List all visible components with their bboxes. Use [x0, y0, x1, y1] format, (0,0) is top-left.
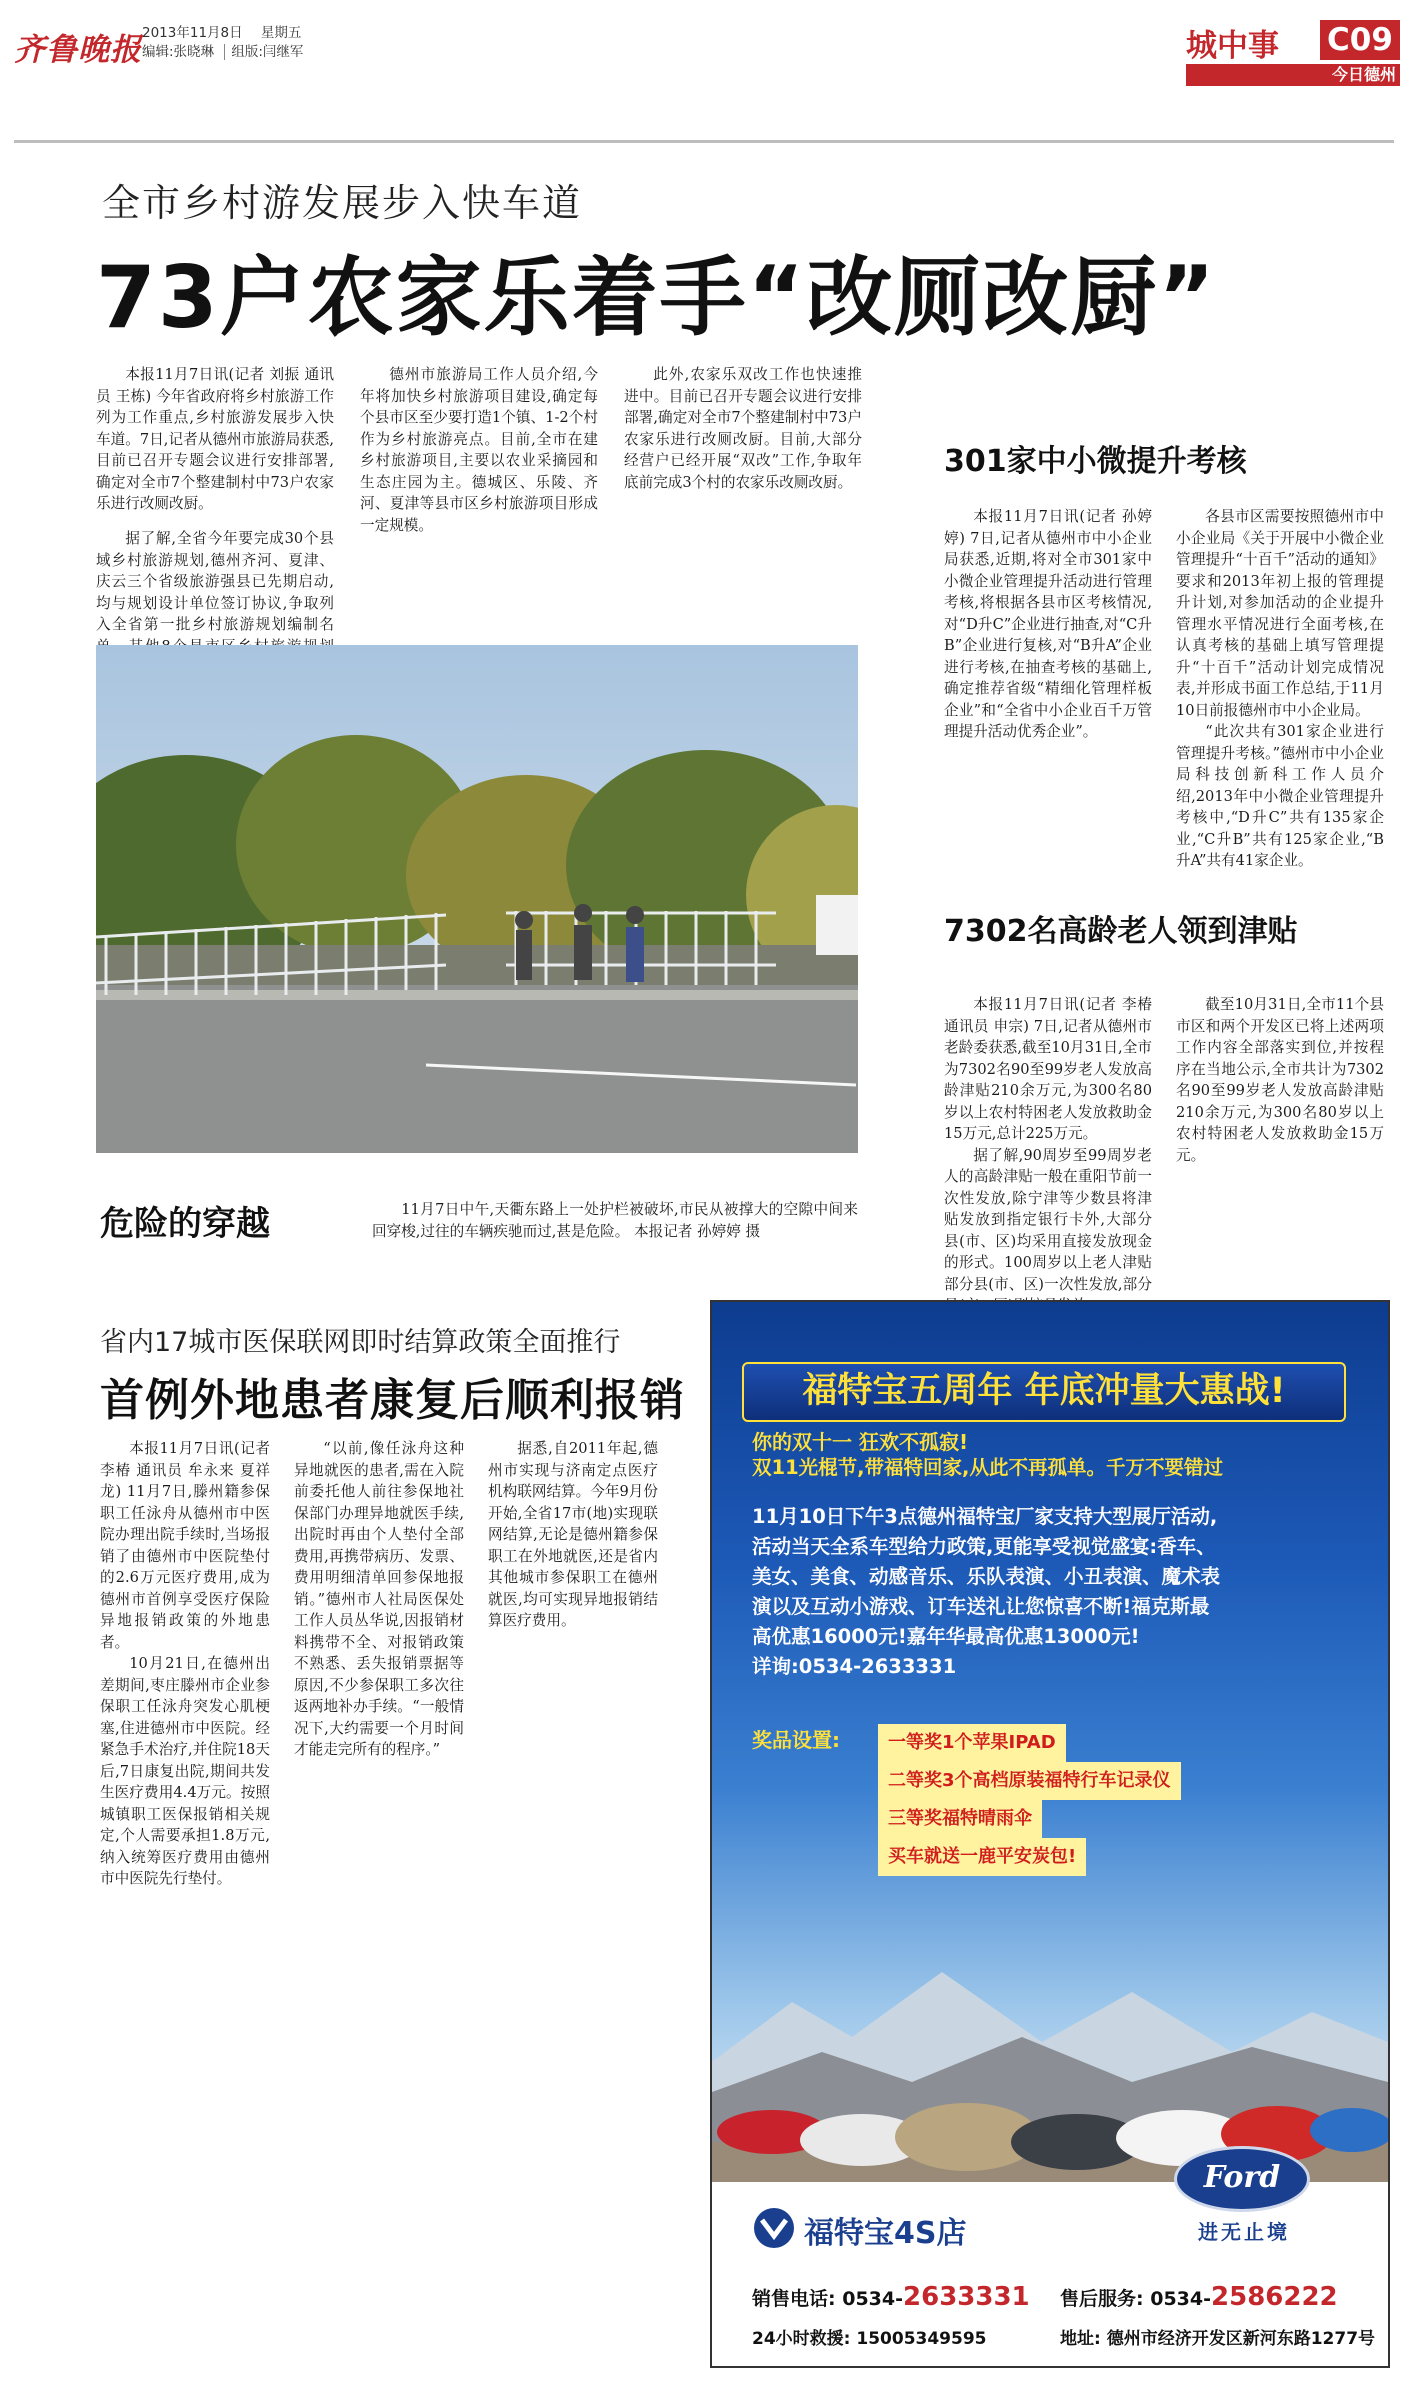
- issue-meta: [142, 24, 303, 62]
- header-rule: [14, 140, 1394, 143]
- section-name: 城中事: [1186, 28, 1279, 64]
- story-7302-paragraph: 据了解,90周岁至99周岁老人的高龄津贴一般在重阳节前一次性发放,除宁津等少数县将津贴发放到指定银行卡外,大部分县(市、区)均采用直接发放现金的形式。100周岁以上老人津贴部分县(市、区)一次性发放,部分: [944, 1146, 1152, 1293]
- lead-paragraph: 本报11月7日讯(记者 刘振 通讯员 王栋) 今年省政府将乡村旅游工作列为工作重点,乡村旅游发展步入快车道。7日,记者从德州市旅游局获悉,目前已召开专题会议进行安排部署,确定对全市7个整建制村中73户农家乐进行改厕改厨。: [96, 366, 334, 512]
- medical-paragraph: “以前,像任泳舟这种异地就医的患者,需在入院前委托他人前往参保地社保部门办理异地就医手续,出院时再由个人垫付全部费用,再携带病历、发票、费用明细清单回参保地报销。”德州市人社局医保处工作人员丛华说,因报销材料携带不全、对报销政策不熟悉、丢失报销票据等原因,不少参保职工多次往返两地补办手续。“一般情况下,大约需要一个月时间才能走完所有的程序。”: [294, 1440, 464, 1758]
- ad-event-line: 11月10日下午3点德州福特宝厂家支持大型展厅活动,: [752, 1505, 1218, 1528]
- medical-col-2: [294, 1438, 464, 1761]
- sales-prefix: 0534-: [842, 2288, 904, 2310]
- story-7302-col-2: [1176, 994, 1384, 1166]
- ad-banner: [742, 1362, 1346, 1422]
- address-line: 地址: 德州市经济开发区新河东路1277号: [1060, 2329, 1376, 2349]
- ford-advertisement: [710, 1300, 1390, 2368]
- ad-event-line: 美女、美食、动感音乐、乐队表演、小丑表演、魔术表: [752, 1565, 1221, 1588]
- news-photo: [96, 645, 858, 1153]
- ad-event-line: 高优惠16000元!嘉年华最高优惠13000元!: [752, 1625, 1140, 1648]
- lead-kicker: 全市乡村游发展步入快车道: [102, 181, 583, 225]
- story-301-col-1: [944, 506, 1152, 743]
- prize-third: 三等奖福特晴雨伞: [878, 1800, 1042, 1838]
- medical-kicker: 省内17城市医保联网即时结算政策全面推行: [100, 1327, 621, 1358]
- prize-second: 二等奖3个高档原装福特行车记录仪: [878, 1762, 1181, 1800]
- issue-date: 2013年11月8日: [142, 25, 243, 41]
- sales-label: 销售电话:: [752, 2288, 836, 2310]
- ad-contact-line: 详询:0534-2633331: [752, 1655, 957, 1678]
- lead-headline: 73户农家乐着手“改厕改厨”: [96, 248, 1217, 348]
- medical-headline: 首例外地患者康复后顺利报销: [100, 1375, 685, 1426]
- prize-first: 一等奖1个苹果IPAD: [878, 1724, 1066, 1762]
- story-7302-headline: 7302名高龄老人领到津贴: [944, 914, 1298, 949]
- ad-banner-text: 福特宝五周年 年底冲量大惠战!: [802, 1371, 1286, 1411]
- ad-footer: [712, 2160, 1388, 2366]
- service-number: 2586222: [1211, 2282, 1338, 2312]
- edition-band: 今日德州: [1186, 64, 1400, 86]
- ad-event-block: [752, 1502, 1352, 1682]
- ad-prize-title: 奖品设置:: [752, 1728, 840, 1752]
- story-301-paragraph: “此次共有301家企业进行管理提升考核。”德州市中小企业局科技创新科工作人员介绍,2013年中小微企业管理提升考核中,“D升C”共有135家企业,“C升B”共有125家企业,“B升A”共有41家企业。: [1176, 723, 1384, 869]
- street-scene-image: [96, 645, 858, 1153]
- service-phone: [1060, 2282, 1338, 2312]
- layout-credit: 组版:闫继军: [224, 44, 303, 60]
- ford-slogan: 进无止境: [1198, 2220, 1290, 2244]
- sales-number: 2633331: [903, 2282, 1030, 2312]
- prize-gift: 买车就送一鹿平安炭包!: [878, 1838, 1086, 1876]
- ad-prize-block: [752, 1724, 1352, 1867]
- service-label: 售后服务:: [1060, 2288, 1144, 2310]
- story-301-col-2: [1176, 506, 1384, 872]
- ad-event-line: 演以及互动小游戏、订车送礼让您惊喜不断!福克斯最: [752, 1595, 1210, 1618]
- story-301-paragraph: 本报11月7日讯(记者 孙婷婷) 7日,记者从德州市中小企业局获悉,近期,将对全市301家中小微企业管理提升活动进行管理考核,将根据各县市区考核情况,对“D升C”企业进行抽查,对“C升B”企业进行复核,对“B升A”企业进行考核,在抽查考核的基础上,确定推荐省级“精细化管理样板企业”和“全省中小企业百千万管理提升活动优秀企业”。: [944, 508, 1152, 740]
- lead-paragraph: 此外,农家乐双改工作也快速推进中。目前已召开专题会议进行安排部署,确定对全市7个整建制村中73户农家乐进行改厕改厨。目前,大部分经营户已经开展“双改”工作,争取年底前完成3个村的农家乐改厕改厨。: [624, 366, 862, 491]
- dealer-logo-icon: [752, 2206, 796, 2250]
- sales-phone: [752, 2282, 1030, 2312]
- page-number: C09: [1320, 20, 1400, 60]
- editor-credit: 编辑:张晓琳: [142, 44, 215, 60]
- rescue-line: 24小时救援: 15005349595: [752, 2329, 987, 2349]
- medical-paragraph: 本报11月7日讯(记者 李椿 通讯员 牟永来 夏祥龙) 11月7日,滕州籍参保职工任泳舟从德州市中医院办理出院手续时,当场报销了由德州市中医院垫付的2.6万元医疗费用,成为德州市首例享受医疗保险异地报销政策的外地患者。: [100, 1440, 270, 1651]
- story-301-headline: 301家中小微提升考核: [944, 444, 1247, 479]
- issue-weekday: 星期五: [260, 25, 302, 41]
- medical-col-1: [100, 1438, 270, 1890]
- medical-paragraph: 据悉,自2011年起,德州市实现与济南定点医疗机构联网结算。今年9月份开始,全省17市(地)实现联网结算,无论是德州籍参保职工在外地就医,还是省内其他城市参保职工在德州就医,均可实现异地报销结算医疗费用。: [488, 1440, 658, 1629]
- ad-tagline-1: 你的双十一 狂欢不孤寂!: [752, 1430, 969, 1454]
- ad-event-line: 活动当天全系车型给力政策,更能享受视觉盛宴:香车、: [752, 1535, 1216, 1558]
- lead-col-4: [624, 364, 862, 493]
- story-7302-paragraph: 截至10月31日,全市11个县市区和两个开发区已将上述两项工作内容全部落实到位,并按程序在当地公示,全市共计为7302名90至99岁老人发放高龄津贴210余万元,为300名80岁以上农村特困老人发放救助金15万元。: [1176, 996, 1384, 1164]
- lead-paragraph: 德州市旅游局工作人员介绍,今年将加快乡村旅游项目建设,确定每个县市区至少要打造1个镇、1-2个村作为乡村旅游亮点。目前,全市在建乡村旅游项目,主要以农业采摘园和生态庄园为主。德城区、乐陵、齐河、夏津等县市区乡村旅游项目形成一定规模。: [360, 366, 598, 534]
- photo-caption: 11月7日中午,天衢东路上一处护栏被破坏,市民从被撑大的空隙中间来回穿梭,过往的车辆疾驰而过,甚是危险。 本报记者 孙婷婷 摄: [372, 1201, 858, 1240]
- lead-paragraph: 据了解,全省今年要完成30个县域乡村旅游规划,德州齐河、夏津、庆云三个省级旅游强县已先期启动,均与规划设计单位签订协议,争取列入全省第一批乡村旅游规划编制名: [96, 530, 334, 633]
- ford-oval: [1174, 2146, 1310, 2212]
- newspaper-logo: 齐鲁晚报: [14, 32, 142, 68]
- story-7302-paragraph: 本报11月7日讯(记者 李椿 通讯员 申宗) 7日,记者从德州市老龄委获悉,截至10月31日,全市为7302名90至99岁老人发放高龄津贴210余万元,为300名80岁以上农村特困老人发放救助金15万元,总计225万元。: [944, 996, 1152, 1142]
- medical-col-3: [488, 1438, 658, 1632]
- ad-tagline-2: 双11光棍节,带福特回家,从此不再孤单。千万不要错过: [752, 1456, 1223, 1479]
- lead-col-3: [360, 364, 598, 536]
- story-301-paragraph: 各县市区需要按照德州市中小企业局《关于开展中小微企业管理提升“十百千”活动的通知》要求和2013年初上报的管理提升计划,对参加活动的企业提升管理水平情况进行全面考核,在认真考核的基础上填写管理提升“十百千”活动计划完成情况表,并形成书面工作总结,于11月10日前报德州市中小企业局。: [1176, 508, 1384, 719]
- story-7302-col-1: [944, 994, 1152, 1317]
- medical-paragraph: 10月21日,在德州出差期间,枣庄滕州市企业参保职工任泳舟突发心肌梗塞,住进德州市中医院。经紧急手术治疗,并住院18天后,7日康复出院,期间共发生医疗费用4.4万元。按照城镇职工医保报销相关规定,个人需要承担1.8万元,纳入统筹医疗费用由德州市中医院先行垫付。: [100, 1655, 270, 1887]
- lead-col-1: [96, 364, 334, 515]
- ford-logo-text: Ford: [1203, 2160, 1281, 2195]
- service-prefix: 0534-: [1150, 2288, 1212, 2310]
- masthead: [14, 12, 1394, 132]
- dealer-name: 福特宝4S店: [804, 2216, 967, 2251]
- photo-title: 危险的穿越: [100, 1204, 270, 1244]
